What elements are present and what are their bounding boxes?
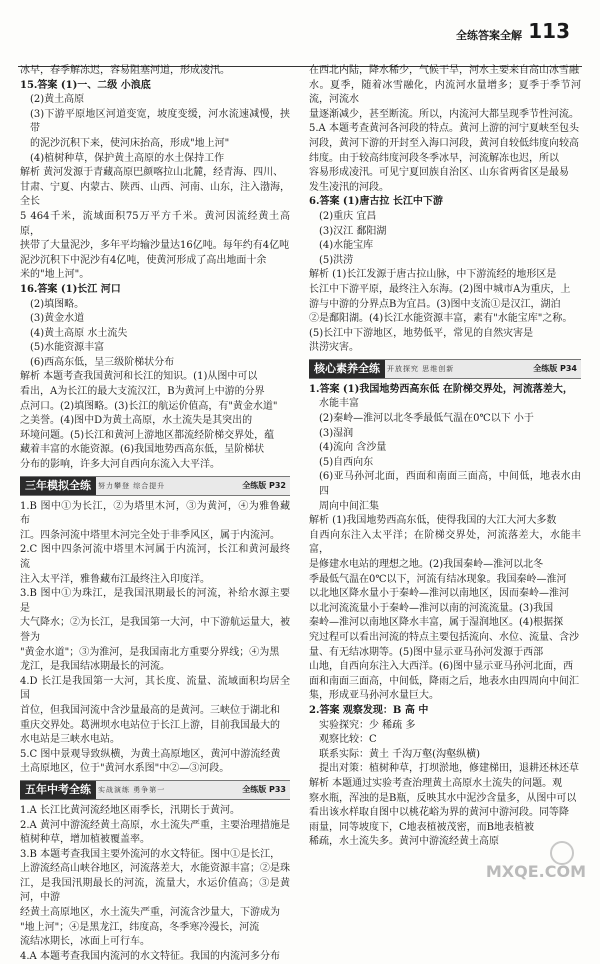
text-line: 观察比较：C [319, 734, 377, 746]
text-line: 洪涝灾害。 [309, 342, 359, 354]
text-line: 察水瓶，浑浊的是B瓶，反映其水中泥沙含量多，从图中可以 [309, 792, 577, 804]
text-line: 季最低气温在0℃以下，河流有结冰现象。我国秦岭—淮河 [309, 573, 567, 585]
text-line: 雨量，同等坡度下，C地表植被茂密，而B地表植被 [309, 821, 534, 833]
banner-title: 核心素养全练 [309, 360, 385, 378]
text-line: (3)湿润 [319, 427, 354, 439]
left-column [20, 64, 290, 964]
text-line: 土高原地区，位于"黄河水系图"中②—③河段。 [20, 763, 230, 775]
text-line: (4)黄土高原 水土流失 [30, 327, 128, 339]
text-line: 2.C 图中四条河流中塔里木河属于内流河，长江和黄河最终流 [20, 544, 290, 570]
text-line: 挟带了大量泥沙，多年平均输沙量达16亿吨。每年约有4亿吨 [20, 240, 290, 252]
text-line: 6.答案 (1)唐古拉 长江中下游 [309, 196, 443, 208]
text-line: 3.B 本题考查我国主要外流河的水文特征。图中①是长江， [20, 848, 281, 860]
text-line: (3)汉江 鄱阳湖 [319, 225, 387, 237]
text-line: 经黄土高原地区，水土流失严重，河流含沙量大，下游成为 [20, 907, 280, 919]
text-line: 容易形成凌汛。可见宁夏回族自治区、山东省两省区是最易 [309, 167, 569, 179]
text-line: "地上河"；④是黑龙江，纬度高，冬季寒冷漫长，河流 [20, 921, 260, 933]
banner-subtitle: 实战演练 勇争第一 [98, 785, 166, 794]
text-line: 发生凌汛的河段。 [309, 181, 389, 193]
text-line: (3)下游平原地区河道变宽，坡度变缓，河水流速减慢，挟带 [30, 108, 290, 135]
text-line: (4)植树种草，保护黄土高原的水土保持工作 [30, 152, 225, 164]
text-line: 稀疏，水土流失多。黄河中游流经黄土高原 [309, 836, 499, 848]
text-line: 纬度。由于较高纬度河段冬季冰早，河流解冻也迟，所以 [309, 152, 559, 164]
text-line: (2)重庆 宜昌 [319, 210, 377, 222]
text-line: 以北河流流量小于秦岭—淮河以南的河流流量。(3)我国 [309, 602, 554, 614]
text-line: 解析 本题考查我国黄河和长江的知识。(1)从图中可以 [20, 371, 258, 383]
text-line: 1.答案 (1)我国地势西高东低 在阶梯交界处，河流落差大， [309, 383, 573, 395]
text-line: 山地，自西向东注入大西洋。(6)图中显示亚马孙河北面，西 [309, 661, 574, 673]
text-line: 1.B 图中①为长江，②为塔里木河，③为黄河，④为雅鲁藏布 [20, 500, 290, 527]
page-header [0, 20, 600, 44]
text-line: 解析 本题通过实验考查治理黄土高原水土流失的问题。观 [309, 777, 563, 789]
text-line: (5)洪涝 [319, 254, 354, 266]
text-line: 4.D 长江是我国第一大河，其长度、流量、流域面积均居全国 [20, 675, 290, 702]
text-line: 周向中间汇集 [319, 500, 379, 512]
text-line: 上游流经高山峡谷地区，河流落差大，水能资源丰富；②是珠 [20, 863, 290, 875]
text-line: 1.A 长江比黄河流经地区雨季长，汛期长于黄河。 [20, 804, 240, 816]
left-block-2 [20, 500, 290, 777]
banner-subtitle: 努力攀登 综合提升 [98, 481, 166, 490]
banner-subtitle: 开放探究 思维创新 [387, 364, 455, 373]
banner-title: 三年模拟全练 [20, 477, 96, 495]
text-line: 泥沙沉积下中泥沙有4亿吨，使黄河形成了高出地面十余 [20, 254, 267, 266]
text-line: 集，形成亚马孙河水量巨大。 [309, 690, 439, 702]
text-line: (4)流向 含沙量 [319, 442, 387, 454]
text-line: 甘肃、宁夏、内蒙古、陕西、山西、河南、山东，注入渤海，全长 [20, 181, 290, 208]
text-line: 5.C 图中景观导致纵横，为黄土高原地区，黄河中游流经黄 [20, 748, 281, 760]
text-line: 究过程可以看出河流的特点主要包括流向、水位、流量、含沙 [309, 631, 579, 643]
section-banner-three-year [20, 476, 290, 496]
text-line: 实验探究：少 稀疏 多 [319, 719, 416, 731]
text-line: 分布的影响，许多大河自西向东流入大平洋。 [20, 459, 220, 471]
text-line: (4)水能宝库 [319, 240, 374, 252]
text-line: 面和南面三面高，中间低，降雨之后，地表水由四周向中间汇 [309, 675, 579, 687]
text-line: (5)水能资源丰富 [30, 342, 105, 354]
banner-page-ref: 全练版 P34 [533, 363, 577, 373]
text-line: 2.A 黄河中游流经黄土高原，水土流失严重，主要治理措施是 [20, 819, 290, 831]
text-line: 3.B 图中①为珠江，是我国汛期最长的河流，补给水源主要是 [20, 588, 290, 614]
text-line: 米的"地上河"。 [20, 269, 90, 281]
right-block-2 [309, 383, 581, 850]
text-line: (2)填图略。 [30, 298, 85, 310]
text-line: 联系实际：黄土 千沟万壑(沟壑纵横) [319, 748, 480, 760]
watermark-text: MXQE.COM [485, 862, 586, 881]
text-line: 在西北内陆，降水稀少，气候干旱，河水主要来自高山冰雪融 [309, 65, 579, 76]
text-line: (6)西高东低，呈三级阶梯状分布 [30, 356, 175, 368]
text-line: 长江中下游平原，最终注入东海。(2)图中城市A为重庆，上 [309, 283, 571, 295]
page-number: 113 [528, 19, 570, 43]
text-line: 河段，黄河下游的开封至入海口河段，黄河自较低纬度向较高 [309, 137, 579, 149]
text-line: 植树种草，增加植被覆盖率。 [20, 834, 150, 846]
text-line: 流结冰期长，冰面上可行车。 [20, 936, 150, 948]
text-line: 水电站是三峡水电站。 [20, 734, 120, 746]
text-line: 的泥沙沉积下来，使河床抬高，形成"地上河" [30, 137, 230, 149]
text-line: "黄金水道"；③为淮河，是我国南北方重要分界线；④为黑 [20, 646, 280, 658]
text-line: 提出对策：植树种草，打坝淤地，修建梯田，退耕还林还草 [319, 763, 579, 775]
text-line: (5)自西向东 [319, 456, 374, 468]
banner-page-ref: 全练版 P33 [242, 784, 286, 794]
banner-title: 五年中考全练 [20, 781, 96, 799]
text-line: (2)秦岭—淮河以北冬季最低气温在0℃以下 小于 [319, 413, 534, 425]
text-line: 4.A 本题考查我国内流河的水文特征。我国的内流河多分布 [20, 950, 280, 962]
text-line: (5)长江中下游地区，地势低平，常见的自然灾害是 [309, 327, 534, 339]
text-line: 2.答案 观察发现：B 高 中 [309, 704, 429, 716]
text-line: 江，是我国汛期最长的河流，流量大，水运价值高；③是黄河，中游 [20, 877, 290, 904]
text-line: 解析 (1)我国地势西高东低，使得我国的大江大河大多数 [309, 515, 557, 527]
text-line: 15.答案 (1)一、二级 小浪底 [20, 79, 151, 91]
text-line: 自西向东注入太平洋；在阶梯交界处，河流落差大，水能丰富， [309, 529, 581, 556]
text-line: 水。夏季，随着冰雪融化，内流河水量增多；夏季于季节河流，河流水 [309, 79, 581, 106]
text-line: 大气降水；②为长江，是我国第一大河，中下游航运量大，被誉为 [20, 617, 290, 643]
text-line: 以北地区降水量小于秦岭—淮河以南地区，因而秦岭—淮河 [309, 588, 569, 600]
text-line: 解析 黄河发源于青藏高原巴颜喀拉山北麓，经青海、四川、 [20, 167, 284, 179]
text-line: (2)黄土高原 [30, 94, 85, 106]
banner-page-ref: 全练版 P32 [242, 480, 286, 490]
text-line: 量逐渐减少，甚至断流。所以，内流河大都呈现季节性河流。 [309, 108, 579, 120]
text-line: 江。四条河流中塔里木河完全处于非季风区，属于内流河。 [20, 529, 280, 541]
text-line: 5 464千米，流域面积75万平方千米。黄河因流经黄土高原， [20, 210, 290, 237]
section-banner-core-literacy [309, 359, 581, 379]
text-line: 龙江，是我国结冰期最长的河流。 [20, 661, 170, 673]
watermark-logo [486, 841, 586, 881]
text-line: 解析 (1)长江发源于唐古拉山脉，中下游流经的地形区是 [309, 269, 557, 281]
text-line: 是修建水电站的理想之地。(2)我国秦岭—淮河以北冬 [309, 559, 544, 570]
section-banner-five-year [20, 780, 290, 800]
text-line: 5.A 本题考查黄河各河段的特点。黄河上游的河宁夏峡至包头 [309, 123, 579, 135]
text-line: ②是鄱阳湖。(4)长江水能资源丰富，素有"水能宝库"之称。 [309, 313, 573, 325]
text-line: 注入太平洋，雅鲁藏布江最终注入印度洋。 [20, 573, 210, 585]
text-line: 游与中游的分界点B为宜昌。(3)图中支流①是汉江，湖泊 [309, 298, 561, 310]
text-line: 藏着丰富的水能资源。(6)我国地势西高东低，呈阶梯状 [20, 444, 265, 456]
left-block-1 [20, 64, 290, 473]
text-line: 点河口。(2)填图略。(3)长江的航运价值高，有"黄金水道" [20, 400, 278, 412]
text-line: (6)亚马孙河北面，西面和南面三面高，中间低，地表水由四 [319, 471, 581, 498]
right-column [309, 64, 581, 850]
header-title: 全练答案全解 [456, 29, 522, 42]
text-line: 秦岭—淮河以南地区降水丰富，属于湿润地区。(4)根据探 [309, 617, 564, 629]
text-line: 环境问题。(5)长江和黄河上游地区都流经阶梯交界处，蕴 [20, 429, 275, 441]
left-block-3 [20, 804, 290, 964]
text-line: 看出，A为长江的最大支流汉江，B为黄河上中游的分界 [20, 386, 265, 398]
text-line: 冰早，春季解冻迟，容易阻塞河道，形成凌汛。 [20, 65, 230, 76]
text-line: 水能丰富 [319, 398, 359, 410]
right-block-1 [309, 64, 581, 356]
text-line: 量、有无结冰期等。(5)图中显示亚马孙河发源于西部 [309, 646, 544, 658]
text-line: 看出该水样取自图中以桃花峪为界的黄河中游河段。同等降 [309, 807, 569, 819]
text-line: 首位，但我国河流中含沙量最高的是黄河。三峡位于湖北和 [20, 704, 280, 716]
text-line: 重庆交界处。葛洲坝水电站位于长江上游，目前我国最大的 [20, 719, 280, 731]
text-line: 之美誉。(4)图中D为黄土高原，水土流失是其突出的 [20, 415, 253, 427]
text-line: (3)黄金水道 [30, 313, 85, 325]
text-line: 16.答案 (1)长江 河口 [20, 283, 121, 295]
